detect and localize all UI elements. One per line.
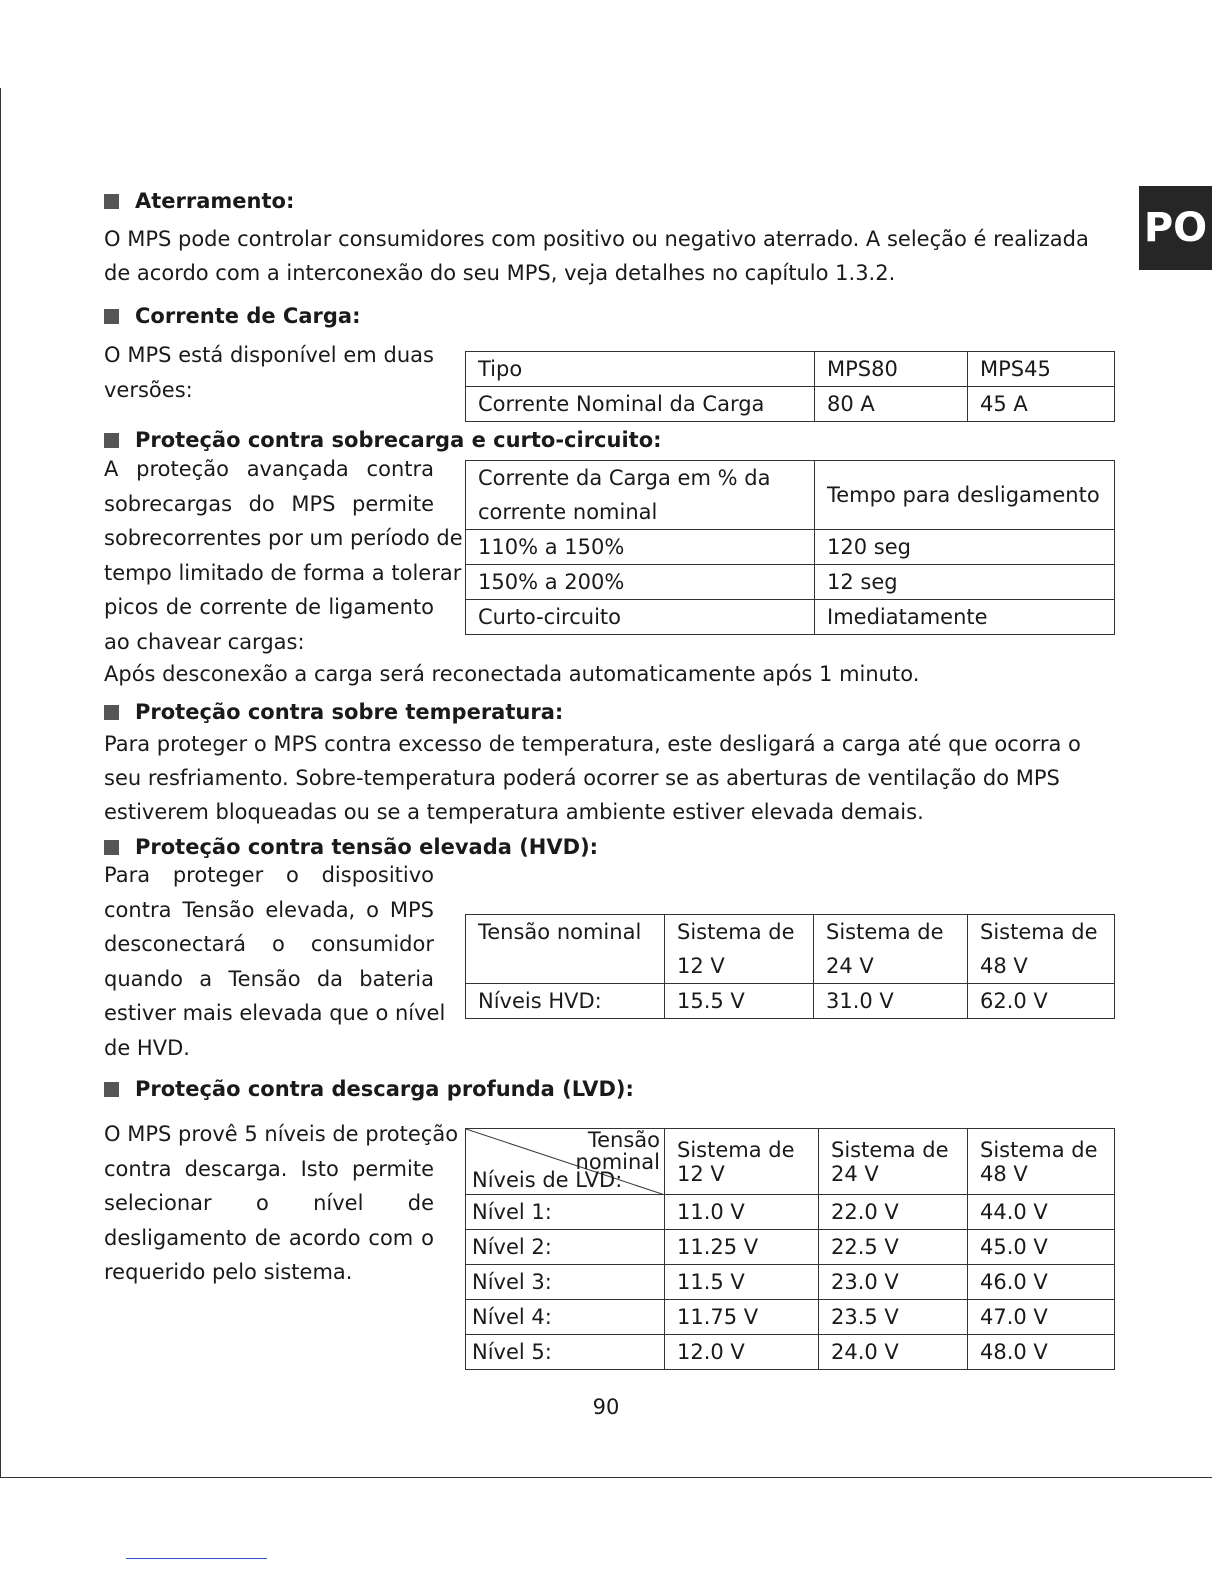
lvd-table — [465, 1128, 1115, 1370]
table-row: 110% a 150% 120 seg — [466, 530, 1115, 565]
heading-overload: Proteção contra sobrecarga e curto-circuito: — [104, 427, 662, 453]
load-current-text: O MPS está disponível em duas versões: — [104, 343, 434, 402]
table-row: Nível 4: 11.75 V 23.5 V 47.0 V — [466, 1300, 1115, 1335]
table-row: 150% a 200% 12 seg — [466, 565, 1115, 600]
grounding-text: O MPS pode controlar consumidores com positivo ou negativo aterrado. A seleção é realizada de acordo com a interconexão do seu MPS, veja detalhes no capítulo 1.3.2. — [104, 227, 1089, 285]
heading-grounding: Aterramento: — [104, 188, 294, 214]
lvd-text: O MPS provê 5 níveis de proteção contra descarga. Isto permite selecionar o nível de desligamento de acordo com o requerido pelo sistema. — [104, 1122, 459, 1285]
blue-rule — [126, 1558, 267, 1559]
hvd-text: Para proteger o dispositivo contra Tensão elevada, o MPS desconectará o consumidor quando a Tensão da bateria estiver mais elevada que o nível de HVD. — [104, 863, 446, 1060]
heading-overtemperature: Proteção contra sobre temperatura: — [104, 699, 563, 725]
crop-line-left — [0, 88, 1, 1478]
table-row: Curto-circuito Imediatamente — [466, 600, 1115, 635]
lvd-corner-cell: Tensão nominal Níveis de LVD: — [466, 1129, 665, 1195]
table-row: Níveis HVD: 15.5 V 31.0 V 62.0 V — [466, 984, 1115, 1019]
square-bullet-icon — [104, 840, 119, 855]
overload-text: A proteção avançada contra sobrecargas do MPS permite sobrecorrentes por um período de tempo limitado de forma a tolerar picos de corrente de ligamento ao chavear cargas: — [104, 457, 463, 654]
square-bullet-icon — [104, 705, 119, 720]
table-row: Tensão nominal Sistema de 12 V Sistema de 24 V Sistema de 48 V — [466, 915, 1115, 984]
crop-line-bottom — [0, 1477, 1212, 1478]
table-row: Tensão nominal Níveis de LVD: Sistema de 12 V Sistema de 24 V Sistema de 48 V — [466, 1129, 1115, 1195]
heading-load-current: Corrente de Carga: — [104, 303, 360, 329]
heading-lvd: Proteção contra descarga profunda (LVD): — [104, 1076, 634, 1102]
page-number: 90 — [592, 1395, 620, 1419]
square-bullet-icon — [104, 433, 119, 448]
overload-reconnect-text: Após desconexão a carga será reconectada automaticamente após 1 minuto. — [104, 662, 920, 686]
table-row: Nível 3: 11.5 V 23.0 V 46.0 V — [466, 1265, 1115, 1300]
table-row: Corrente Nominal da Carga 80 A 45 A — [466, 387, 1115, 422]
table-row: Tipo MPS80 MPS45 — [466, 352, 1115, 387]
square-bullet-icon — [104, 1082, 119, 1097]
square-bullet-icon — [104, 194, 119, 209]
overload-table — [465, 460, 1115, 635]
table-row: Nível 2: 11.25 V 22.5 V 45.0 V — [466, 1230, 1115, 1265]
load-current-table — [465, 351, 1115, 422]
heading-hvd: Proteção contra tensão elevada (HVD): — [104, 834, 598, 860]
overtemperature-text: Para proteger o MPS contra excesso de temperatura, este desligará a carga até que ocorra o seu resfriamento. Sobre-temperatura poderá ocorrer se as aberturas de ventilação do MPS estiverem bloqueadas ou se a temperatura ambiente estiver elevada demais. — [104, 732, 1081, 824]
language-tab: PO — [1139, 186, 1212, 270]
hvd-table — [465, 914, 1115, 1019]
square-bullet-icon — [104, 309, 119, 324]
table-row: Nível 1: 11.0 V 22.0 V 44.0 V — [466, 1195, 1115, 1230]
table-row: Corrente da Carga em % da corrente nominal Tempo para desligamento — [466, 461, 1115, 530]
table-row: Nível 5: 12.0 V 24.0 V 48.0 V — [466, 1335, 1115, 1370]
